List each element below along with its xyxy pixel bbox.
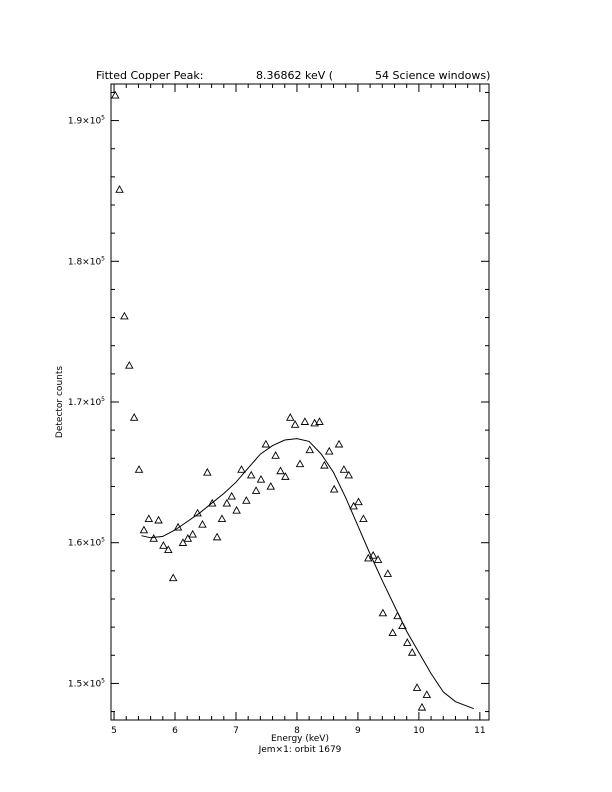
data-point bbox=[243, 497, 250, 503]
x-tick-label: 8 bbox=[294, 726, 300, 736]
x-axis-title: Energy (keV) bbox=[271, 734, 329, 744]
data-point bbox=[423, 691, 430, 697]
y-tick-label bbox=[68, 537, 105, 549]
data-point bbox=[214, 534, 221, 540]
data-point bbox=[223, 500, 230, 506]
x-tick-label: 9 bbox=[355, 726, 361, 736]
data-point bbox=[301, 418, 308, 424]
data-point bbox=[326, 448, 333, 454]
x-tick-label: 10 bbox=[413, 726, 425, 736]
y-tick-exponent: 5 bbox=[101, 114, 105, 122]
y-tick-mantissa: 1.6×10 bbox=[67, 538, 102, 549]
data-point bbox=[189, 531, 196, 537]
data-point bbox=[233, 507, 240, 513]
data-point bbox=[360, 515, 367, 521]
data-point bbox=[160, 542, 167, 548]
data-point bbox=[267, 483, 274, 489]
data-markers bbox=[112, 92, 431, 710]
data-point bbox=[248, 472, 255, 478]
y-axis-title: Detector counts bbox=[55, 365, 65, 439]
data-point bbox=[155, 517, 162, 523]
x-tick-label: 5 bbox=[111, 726, 117, 736]
data-point bbox=[340, 466, 347, 472]
data-point bbox=[277, 467, 284, 473]
data-point bbox=[238, 466, 245, 472]
data-point bbox=[262, 441, 269, 447]
x-tick-label: 6 bbox=[172, 726, 178, 736]
data-point bbox=[126, 362, 133, 368]
plot-frame bbox=[111, 84, 489, 720]
data-point bbox=[297, 460, 304, 466]
y-tick-mantissa: 1.9×10 bbox=[67, 116, 102, 127]
data-point bbox=[121, 313, 128, 319]
data-point bbox=[116, 186, 123, 192]
data-point bbox=[306, 446, 313, 452]
x-tick-label: 11 bbox=[474, 726, 486, 736]
data-point bbox=[414, 684, 421, 690]
y-tick-exponent: 5 bbox=[101, 255, 105, 263]
data-point bbox=[384, 570, 391, 576]
data-point bbox=[379, 610, 386, 616]
data-point bbox=[253, 487, 260, 493]
data-point bbox=[409, 649, 416, 655]
y-tick-label bbox=[68, 255, 105, 267]
data-point bbox=[336, 441, 343, 447]
data-point bbox=[136, 466, 143, 472]
y-tick-label bbox=[68, 396, 105, 408]
data-point bbox=[199, 521, 206, 527]
y-tick-exponent: 5 bbox=[101, 396, 105, 403]
chart-subtitle: Jem×1: orbit 1679 bbox=[258, 745, 342, 755]
data-point bbox=[389, 629, 396, 635]
data-point bbox=[287, 414, 294, 420]
chart-title-windows: 54 Science windows) bbox=[375, 69, 491, 82]
data-point bbox=[292, 421, 299, 427]
data-point bbox=[228, 493, 235, 499]
y-tick-mantissa: 1.5×10 bbox=[67, 679, 102, 690]
data-point bbox=[418, 704, 425, 710]
chart-title-energy: 8.36862 keV ( bbox=[256, 69, 334, 82]
y-tick-mantissa: 1.7×10 bbox=[67, 398, 102, 408]
chart-title-label: Fitted Copper Peak: bbox=[96, 69, 204, 82]
data-point bbox=[218, 515, 225, 521]
data-point bbox=[170, 574, 177, 580]
y-tick-label bbox=[68, 115, 105, 127]
x-axis-ticks bbox=[111, 84, 485, 736]
data-point bbox=[204, 469, 211, 475]
data-point bbox=[140, 527, 147, 533]
y-tick-mantissa: 1.8×10 bbox=[67, 257, 102, 268]
fit-curve bbox=[142, 439, 474, 709]
y-tick-label bbox=[68, 677, 105, 689]
data-point bbox=[257, 476, 264, 482]
data-point bbox=[404, 639, 411, 645]
y-tick-exponent: 5 bbox=[101, 677, 105, 685]
data-point bbox=[331, 486, 338, 492]
data-point bbox=[145, 515, 152, 521]
data-point bbox=[355, 498, 362, 504]
y-tick-exponent: 5 bbox=[101, 536, 105, 544]
data-point bbox=[272, 452, 279, 458]
fit-curve-group bbox=[142, 439, 474, 709]
x-tick-label: 7 bbox=[233, 726, 239, 736]
data-point bbox=[131, 414, 138, 420]
y-axis-ticks bbox=[68, 92, 489, 711]
